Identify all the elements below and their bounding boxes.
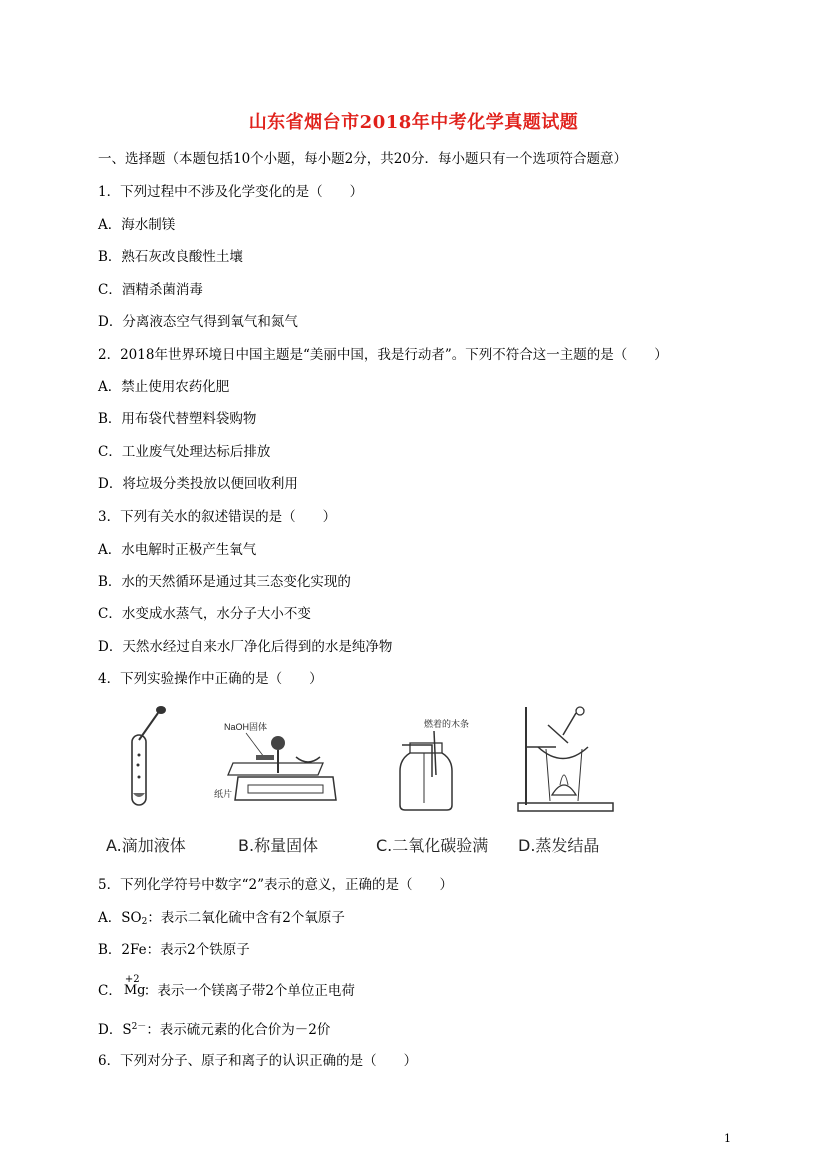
- q2-stem: 2．2018年世界环境日中国主题是“美丽中国，我是行动者”。下列不符合这一主题的是（ ）: [98, 347, 668, 363]
- mg-symbol: Mg: [123, 983, 146, 998]
- q2-option-c: C．工业废气处理达标后排放: [98, 444, 271, 460]
- q3-stem: 3．下列有关水的叙述错误的是（ ）: [98, 509, 337, 525]
- q5-stem: 5．下列化学符号中数字“2”表示的意义，正确的是（ ）: [98, 877, 453, 893]
- q5-a-subscript: 2: [141, 917, 148, 927]
- q5-option-d: [98, 1018, 330, 1039]
- q3-option-a: A．水电解时正极产生氧气: [98, 542, 257, 558]
- q5-c-prefix: C．: [98, 983, 122, 999]
- q3-option-c: C．水变成水蒸气，水分子大小不变: [98, 606, 311, 622]
- label-burning-stick: 燃着的木条: [424, 719, 470, 729]
- q5-c-rest: ：表示一个镁离子带2个单位正电荷: [143, 983, 355, 999]
- page-title: 山东省烟台市2018年中考化学真题试题: [248, 112, 579, 133]
- label-paper: 纸片: [214, 789, 233, 799]
- q5-d-prefix: D．S: [98, 1022, 132, 1038]
- q5-option-c: [98, 974, 355, 1000]
- q5-a-rest: ：表示二氧化硫中含有2个氧原子: [147, 910, 345, 926]
- q2-option-a: A．禁止使用农药化肥: [98, 379, 230, 395]
- q5-d-rest: ：表示硫元素的化合价为－2价: [146, 1022, 331, 1038]
- q5-option-a: [98, 909, 345, 931]
- q5-a-prefix: A．SO: [98, 910, 142, 926]
- q3-option-d: D．天然水经过自来水厂净化后得到的水是纯净物: [98, 639, 393, 655]
- caption-d: D.蒸发结晶: [518, 836, 600, 855]
- gas-bottle-icon: [388, 705, 488, 815]
- q4-figures: [98, 705, 618, 865]
- caption-c: C.二氧化碳验满: [376, 836, 489, 855]
- balance-scale-icon: [208, 705, 348, 815]
- q2-option-d: D．将垃圾分类投放以便回收利用: [98, 476, 298, 492]
- q6-stem: 6．下列对分子、原子和离子的认识正确的是（ ）: [98, 1053, 418, 1069]
- q5-option-b: B．2Fe：表示2个铁原子: [98, 942, 250, 958]
- figure-c-co2-full-test: [388, 705, 488, 815]
- figure-a-dropping-liquid: [108, 705, 188, 815]
- q2-option-b: B．用布袋代替塑料袋购物: [98, 411, 257, 427]
- caption-a: A.滴加液体: [106, 836, 186, 855]
- figure-d-evaporation: [508, 705, 618, 825]
- q4-stem: 4．下列实验操作中正确的是（ ）: [98, 671, 323, 687]
- q3-option-b: B．水的天然循环是通过其三态变化实现的: [98, 574, 351, 590]
- q1-stem: 1．下列过程中不涉及化学变化的是（ ）: [98, 184, 364, 200]
- section-heading: 一、选择题（本题包括10个小题，每小题2分，共20分．每小题只有一个选项符合题意）: [98, 151, 627, 167]
- figure-b-weighing-solid: [208, 705, 348, 815]
- label-naoh: NaOH固体: [224, 722, 268, 732]
- test-tube-dropper-icon: [108, 705, 188, 815]
- q1-option-c: C．酒精杀菌消毒: [98, 282, 203, 298]
- mg-charge-notation: [122, 974, 146, 998]
- q1-option-d: D．分离液态空气得到氧气和氮气: [98, 314, 298, 330]
- q5-d-superscript: 2－: [131, 1022, 147, 1032]
- caption-b: B.称量固体: [238, 836, 319, 855]
- evaporation-apparatus-icon: [508, 705, 618, 825]
- q1-option-a: A．海水制镁: [98, 217, 176, 233]
- page-number: 1: [724, 1132, 731, 1145]
- mg-charge: +2: [124, 974, 140, 985]
- q1-option-b: B．熟石灰改良酸性土壤: [98, 249, 243, 265]
